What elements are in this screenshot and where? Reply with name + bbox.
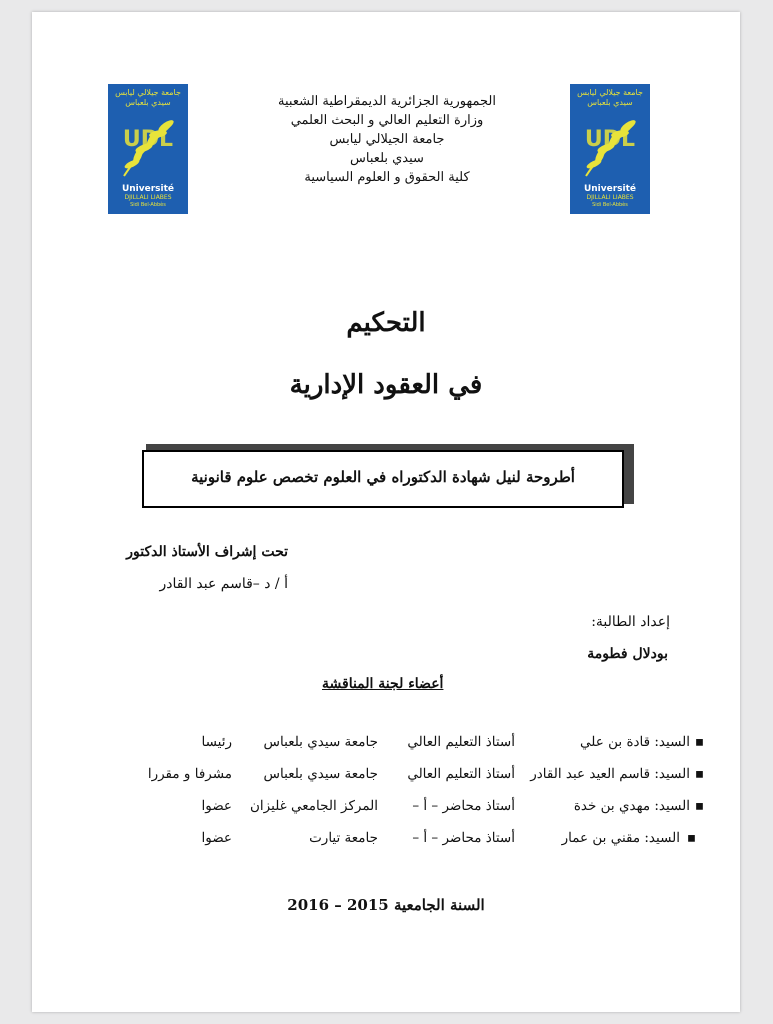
jury-member-name: السيد: قاسم العيد عبد القادر [530, 766, 690, 782]
logo-name-text: DJILLALI LIABES [586, 194, 634, 201]
header-republic: الجمهورية الجزائرية الديمقراطية الشعبية [278, 94, 496, 109]
jury-member-row [32, 734, 740, 764]
academic-year: السنة الجامعية 2015 – 2016 [287, 896, 485, 914]
university-logo-left [108, 84, 188, 214]
institution-header [222, 92, 552, 187]
logo-name-text: DJILLALI LIABES [124, 194, 172, 201]
jury-member-name: السيد: مقني بن عمار [561, 830, 680, 846]
header-city: سيدي بلعباس [350, 151, 424, 166]
logo-city-text: Sidi Bel-Abbès [592, 202, 628, 208]
bullet-icon: ▪ [694, 766, 704, 782]
jury-member-institution: المركز الجامعي غليزان [250, 798, 378, 814]
jury-member-rank: أستاذ محاضر – أ – [412, 830, 515, 846]
jury-member-institution: جامعة سيدي بلعباس [263, 734, 378, 750]
logo-city-text: Sidi Bel-Abbès [130, 202, 166, 208]
jury-member-row [32, 766, 740, 796]
supervisor-name: أ / د –قاسم عبد القادر [159, 576, 288, 592]
emblem-text: UDL [584, 127, 636, 152]
supervision-label: تحت إشراف الأستاذ الدكتور [126, 544, 288, 560]
logo-university-text: Université [121, 184, 175, 194]
thesis-title-line-2: في العقود الإدارية [289, 370, 483, 400]
emblem-text: UDL [122, 127, 174, 152]
logo-arabic-line-2: سيدي بلعباس [125, 98, 171, 107]
jury-member-name: السيد: مهدي بن خدة [573, 798, 690, 814]
thesis-statement-box: أطروحة لنيل شهادة الدكتوراه في العلوم تخصص علوم قانونية [142, 450, 624, 508]
bullet-icon: ▪ [694, 734, 704, 750]
jury-member-role: عضوا [201, 798, 232, 814]
laurel-emblem-icon [570, 84, 650, 184]
document-page [32, 12, 740, 1012]
logo-arabic-line-1: جامعة جيلالي ليابس [115, 88, 181, 97]
jury-member-role: عضوا [201, 830, 232, 846]
header-university: جامعة الجيلالي ليابس [329, 132, 445, 147]
jury-title: أعضاء لجنة المناقشة [322, 676, 444, 692]
logo-arabic-line-2: سيدي بلعباس [587, 98, 633, 107]
jury-member-name: السيد: قادة بن علي [580, 734, 690, 750]
university-logo-right [570, 84, 650, 214]
jury-member-rank: أستاذ التعليم العالي [407, 734, 515, 750]
logo-university-text: Université [583, 184, 637, 194]
thesis-title-line-1: التحكيم [346, 308, 426, 338]
jury-member-row [32, 798, 740, 828]
bullet-icon: ▪ [686, 830, 696, 846]
header-ministry: وزارة التعليم العالي و البحث العلمي [290, 113, 484, 128]
header-faculty: كلية الحقوق و العلوم السياسية [304, 170, 470, 185]
student-name: بودلال فطومة [587, 646, 668, 662]
jury-member-role: رئيسا [201, 734, 232, 750]
jury-member-rank: أستاذ التعليم العالي [407, 766, 515, 782]
prepared-by-label: إعداد الطالبة: [591, 614, 670, 630]
bullet-icon: ▪ [694, 798, 704, 814]
jury-member-role: مشرفا و مقررا [147, 766, 232, 782]
jury-member-rank: أستاذ محاضر – أ – [412, 798, 515, 814]
laurel-emblem-icon [108, 84, 188, 184]
logo-arabic-line-1: جامعة جيلالي ليابس [577, 88, 643, 97]
jury-member-institution: جامعة سيدي بلعباس [263, 766, 378, 782]
jury-member-institution: جامعة تيارت [309, 830, 378, 846]
jury-member-row [32, 830, 740, 860]
